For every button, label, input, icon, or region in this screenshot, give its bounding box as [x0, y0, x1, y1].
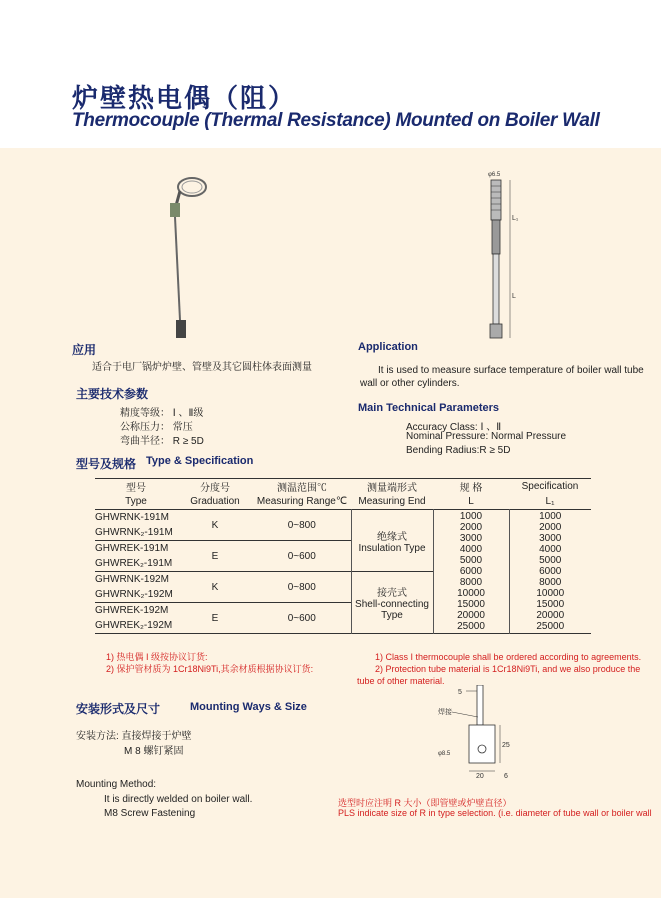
page-title-en: Thermocouple (Thermal Resistance) Mounted on Boiler Wall [72, 110, 600, 131]
header-type-cn: 型号 [126, 483, 146, 494]
table-row [95, 510, 591, 526]
L1-value: 6000 [539, 566, 562, 577]
mounting-method-en-1: It is directly welded on boiler wall. [104, 794, 253, 805]
note-cn-2: 2) 保护管材质为 1Cr18Ni9Ti,其余材质根据协议订货: [106, 664, 314, 674]
dim-L-label: L [512, 293, 516, 300]
L1-value: 2000 [539, 522, 562, 533]
mounting-method-cn-1: 安装方法: 直接焊接于炉壁 [76, 731, 192, 742]
params-accuracy-cn: 精度等级： Ⅰ 、Ⅱ级 [120, 408, 204, 419]
L-value: 2000 [459, 522, 483, 533]
dim-phi-label: φ8.5 [438, 751, 451, 757]
range-cell: 0~600 [287, 612, 316, 624]
dim-25-label: 25 [502, 742, 510, 749]
grad-cell: K [211, 519, 219, 531]
L1-value: 5000 [539, 555, 562, 566]
end-cell-shell [351, 572, 433, 634]
note-en-2: 2) Protection tube material is 1Cr18Ni9Ti, and we also produce the [375, 664, 641, 674]
mounting-heading-en: Mounting Ways & Size [190, 701, 307, 713]
type-cell: GHWRNK₂-191M [95, 527, 173, 538]
product-photo [150, 165, 220, 350]
mounting-method-cn-2: M 8 螺钉紧固 [124, 746, 184, 757]
L-value: 3000 [459, 533, 483, 544]
end2-cn: 接壳式 [377, 588, 407, 599]
dim-20-label: 20 [476, 773, 484, 780]
header-range-en: Measuring Range℃ [256, 496, 348, 507]
L-value: 10000 [457, 588, 485, 599]
params-pressure-en: Nominal Pressure: Normal Pressure [406, 431, 567, 442]
type-cell: GHWRNK-192M [95, 574, 169, 585]
table-header-row-en [95, 494, 591, 510]
range-cell: 0~800 [287, 519, 316, 531]
header-L1: L₁ [545, 496, 555, 507]
select-note-cn: 选型时应注明 R 大小（即管壁或炉壁直径） [338, 798, 512, 808]
L1-value: 3000 [539, 533, 562, 544]
L-value: 8000 [459, 577, 483, 588]
type-cell: GHWREK₂-192M [95, 620, 173, 631]
header-type-en: Type [125, 496, 147, 507]
mounting-diagram [436, 685, 526, 780]
header-end-en: Measuring End [358, 496, 426, 507]
grad-cell: E [211, 550, 219, 562]
end2-en: Shell-connecting [355, 599, 429, 610]
dim-5-label: 5 [458, 689, 462, 696]
L-value: 4000 [459, 544, 483, 555]
header-range-cn: 测温范围℃ [277, 483, 327, 494]
type-cell: GHWRNK-191M [95, 512, 169, 523]
mounting-method-en-2: M8 Screw Fastening [104, 808, 196, 819]
dim-L1-label: L₁ [512, 215, 519, 222]
mounting-heading-cn: 安装形式及尺寸 [76, 702, 161, 716]
L1-values-cell [509, 510, 591, 634]
weld-label: 焊接 [438, 708, 452, 716]
spec-table [95, 478, 591, 634]
note-cn-1: 1) 热电偶 I 级按协议订货: [106, 652, 208, 662]
select-note-en: PLS indicate size of R in type selection. (i.e. diameter of tube wall or boiler wall [338, 808, 652, 818]
grad-cell: K [211, 581, 219, 593]
type-cell: GHWREK-192M [95, 605, 169, 616]
type-cell: GHWREK₂-191M [95, 558, 173, 569]
application-text-en-2: wall or other cylinders. [360, 378, 460, 389]
mounting-method-en-title: Mounting Method: [76, 779, 157, 790]
params-heading-en: Main Technical Parameters [358, 402, 500, 414]
header-grad-en: Graduation [190, 496, 240, 507]
note-en-1: 1) Class I thermocouple shall be ordered according to agreements. [375, 652, 642, 662]
application-text-cn: 适合于电厂锅炉炉壁、管壁及其它圆柱体表面测量 [92, 362, 312, 373]
table-header-row-cn [95, 479, 591, 495]
dimension-drawing [478, 168, 528, 348]
params-radius-cn: 弯曲半径： R ≥ 5D [120, 436, 204, 447]
header-L: L [468, 496, 474, 507]
L1-value: 10000 [536, 588, 565, 599]
L1-value: 4000 [539, 544, 562, 555]
type-cell: GHWREK-191M [95, 543, 169, 554]
params-radius-en: Bending Radius:R ≥ 5D [406, 445, 511, 456]
params-pressure-cn: 公称压力： 常压 [120, 422, 193, 433]
L1-value: 25000 [536, 621, 565, 632]
dim-6-label: 6 [504, 773, 508, 780]
L1-value: 15000 [536, 599, 565, 610]
type-spec-heading-en: Type & Specification [146, 455, 254, 467]
L1-value: 1000 [539, 511, 562, 522]
range-cell: 0~800 [287, 581, 316, 593]
params-accuracy-en: Accuracy Class: Ⅰ 、Ⅱ [406, 422, 502, 433]
L-value: 1000 [459, 511, 483, 522]
end1-cn: 绝缘式 [377, 531, 407, 543]
range-cell: 0~600 [287, 550, 316, 562]
application-text-en-1: It is used to measure surface temperature of boiler wall tube [378, 365, 644, 376]
type-cell: GHWRNK₂-192M [95, 589, 173, 600]
L1-value: 20000 [536, 610, 565, 621]
header-spec-cn: 规 格 [459, 483, 483, 494]
header-grad-cn: 分度号 [200, 483, 230, 494]
header-spec-en: Specification [521, 481, 579, 492]
page-title-cn: 炉壁热电偶（阻） [72, 84, 297, 114]
L-value: 6000 [459, 566, 483, 577]
L-value: 5000 [459, 555, 483, 566]
L-value: 15000 [457, 599, 485, 610]
params-heading-cn: 主要技术参数 [76, 387, 149, 401]
L-values-cell [433, 510, 509, 634]
application-heading-cn: 应用 [72, 343, 97, 357]
end-cell-insulation [351, 510, 433, 572]
type-spec-heading-cn: 型号及规格 [76, 457, 137, 471]
note-en-3: tube of other material. [357, 676, 445, 686]
application-heading-en: Application [358, 341, 418, 353]
header-end-cn: 测量端形式 [367, 483, 417, 494]
L1-value: 8000 [539, 577, 562, 588]
end2-en2: Type [381, 610, 403, 621]
end1-en: Insulation Type [358, 542, 426, 554]
L-value: 20000 [457, 610, 485, 621]
L-value: 25000 [457, 621, 485, 632]
grad-cell: E [211, 612, 219, 624]
dim-top-label: φ6.5 [488, 172, 501, 178]
